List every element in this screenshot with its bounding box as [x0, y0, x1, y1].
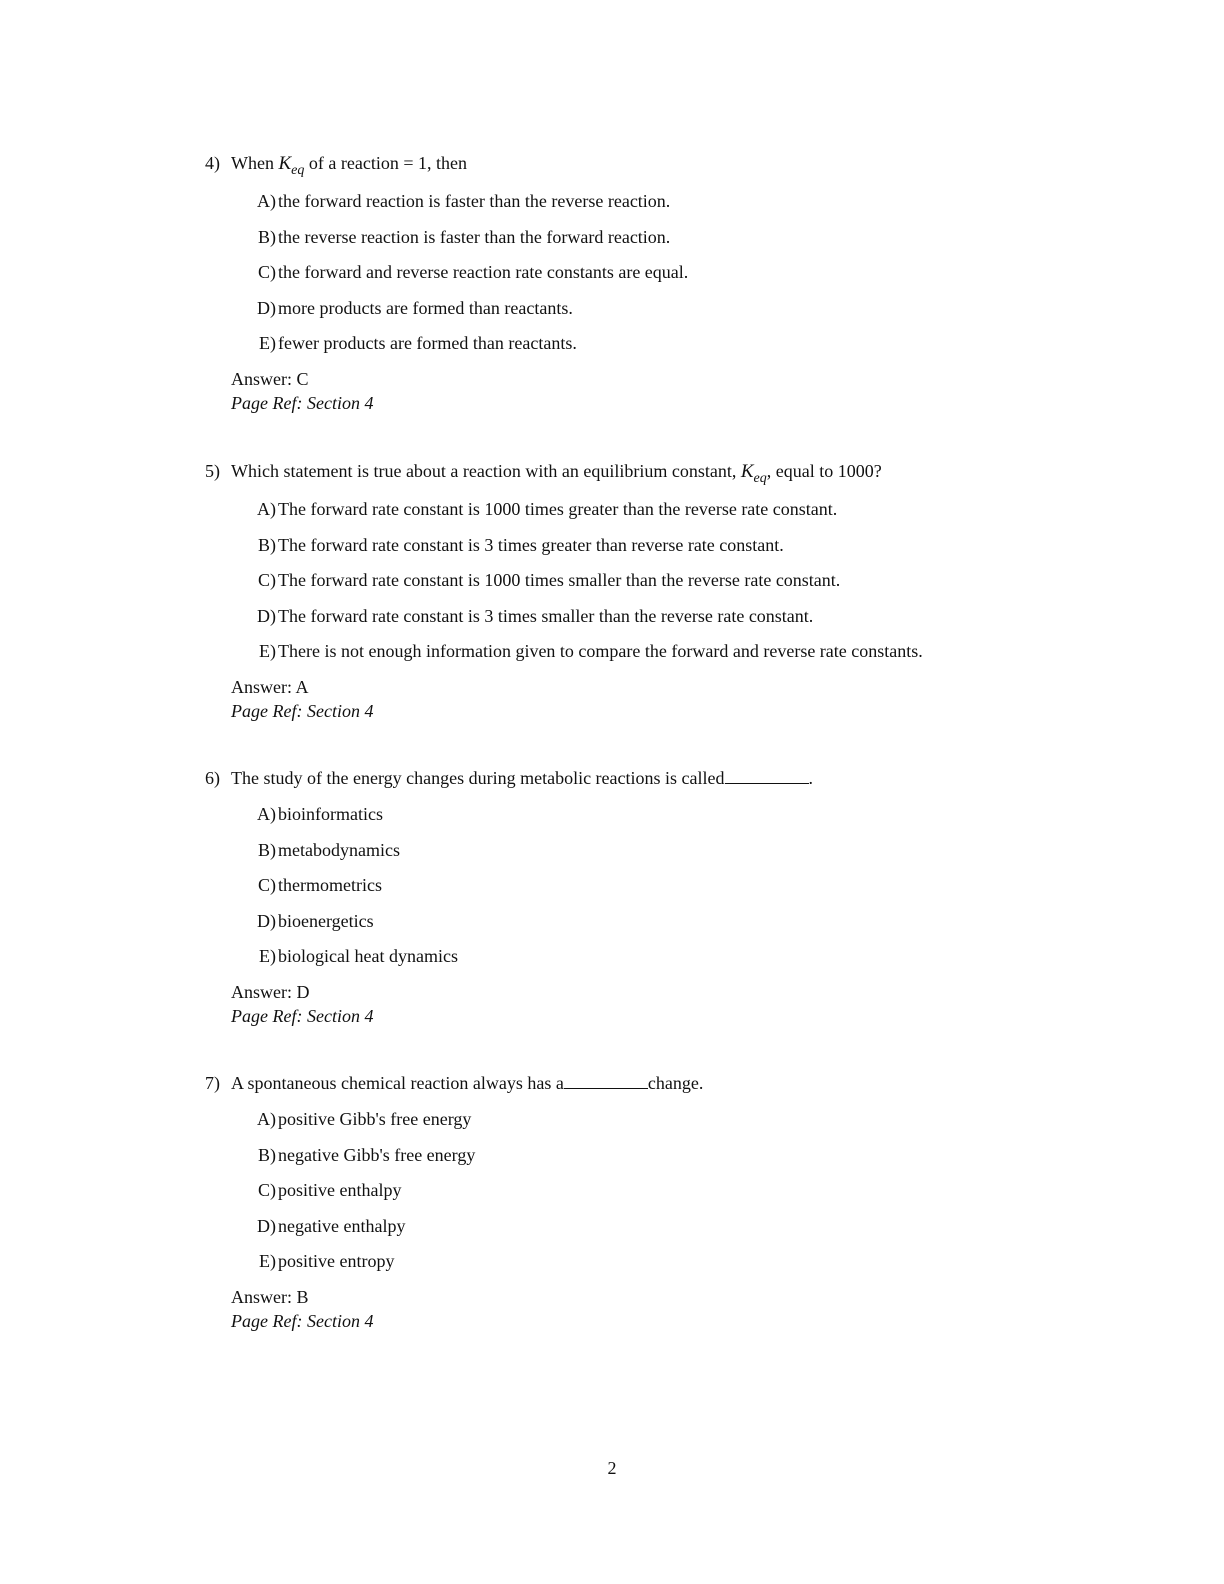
option-b	[205, 533, 1105, 557]
option-letter: C)	[258, 570, 276, 591]
stem-text-after: of a reaction = 1, then	[304, 153, 467, 173]
question-text	[231, 766, 813, 790]
option-letter: C)	[258, 262, 276, 283]
option-letter: B)	[258, 534, 276, 555]
option-text: negative enthalpy	[278, 1215, 406, 1236]
option-letter: D)	[257, 297, 276, 318]
question-5	[205, 459, 1105, 723]
option-text: thermometrics	[278, 875, 382, 896]
answer-line: Answer: B	[231, 1286, 309, 1307]
option-c	[205, 1178, 1105, 1202]
option-text: negative Gibb's free energy	[278, 1144, 476, 1165]
option-d	[205, 604, 1105, 628]
question-stem	[205, 459, 1105, 486]
stem-text-after: , equal to 1000?	[766, 461, 882, 481]
option-text: metabodynamics	[278, 839, 400, 860]
math-subscript: eq	[753, 471, 767, 486]
option-letter: B)	[258, 226, 276, 247]
option-letter: A)	[257, 191, 276, 211]
page-ref: Page Ref: Section 4	[231, 392, 374, 413]
option-letter: E)	[259, 1251, 276, 1272]
question-stem	[205, 1071, 1105, 1095]
option-letter: E)	[259, 946, 276, 967]
option-a	[205, 189, 1105, 213]
option-letter: A)	[257, 1109, 276, 1129]
question-4	[205, 151, 1105, 415]
option-list	[205, 189, 1105, 355]
answer-line: Answer: D	[231, 981, 310, 1002]
question-6	[205, 766, 1105, 1028]
option-letter: A)	[257, 804, 276, 824]
math-symbol: K	[278, 153, 292, 174]
answer-line: Answer: A	[231, 676, 309, 697]
answer-line: Answer: C	[231, 368, 309, 389]
option-letter: D)	[257, 1215, 276, 1236]
option-text: There is not enough information given to compare the forward and reverse rate constants.	[278, 641, 923, 662]
option-text: fewer products are formed than reactants.	[278, 333, 577, 354]
option-d	[205, 909, 1105, 933]
option-d	[205, 296, 1105, 320]
question-7	[205, 1071, 1105, 1333]
option-text: The forward rate constant is 1000 times smaller than the reverse rate constant.	[278, 570, 841, 591]
option-c	[205, 873, 1105, 897]
option-a	[205, 802, 1105, 826]
question-stem	[205, 766, 1105, 790]
option-list	[205, 802, 1105, 968]
option-c	[205, 260, 1105, 284]
question-number: 6)	[205, 768, 220, 788]
option-text: The forward rate constant is 1000 times greater than the reverse rate constant.	[278, 499, 838, 519]
option-text: more products are formed than reactants.	[278, 297, 573, 318]
option-text: bioinformatics	[278, 804, 383, 824]
math-symbol: K	[740, 461, 754, 482]
option-text: positive enthalpy	[278, 1180, 402, 1201]
question-stem	[205, 151, 1105, 178]
fill-in-blank	[564, 1072, 648, 1089]
option-list	[205, 1107, 1105, 1273]
option-letter: D)	[257, 605, 276, 626]
option-letter: E)	[259, 641, 276, 662]
stem-text-after: change.	[647, 1073, 704, 1093]
option-text: biological heat dynamics	[278, 946, 458, 967]
stem-text-before: When	[231, 153, 279, 173]
option-b	[205, 225, 1105, 249]
option-b	[205, 1143, 1105, 1167]
page-ref: Page Ref: Section 4	[231, 1310, 374, 1331]
option-e	[205, 639, 1105, 663]
option-b	[205, 838, 1105, 862]
question-number: 7)	[205, 1073, 220, 1093]
question-text	[231, 1071, 703, 1095]
option-text: positive entropy	[278, 1251, 395, 1272]
option-e	[205, 331, 1105, 355]
option-a	[205, 497, 1105, 521]
page-ref: Page Ref: Section 4	[231, 1005, 374, 1026]
stem-text-after: .	[808, 768, 814, 788]
question-number: 5)	[205, 461, 220, 481]
option-list	[205, 497, 1105, 663]
option-text: bioenergetics	[278, 910, 374, 931]
option-letter: B)	[258, 1144, 276, 1165]
question-text	[231, 151, 467, 178]
option-letter: B)	[258, 839, 276, 860]
option-letter: E)	[259, 333, 276, 354]
option-d	[205, 1214, 1105, 1238]
option-text: the reverse reaction is faster than the forward reaction.	[278, 226, 671, 247]
option-e	[205, 944, 1105, 968]
option-a	[205, 1107, 1105, 1131]
option-text: the forward and reverse reaction rate constants are equal.	[278, 262, 689, 283]
page-number: 2	[607, 1458, 617, 1478]
option-letter: D)	[257, 910, 276, 931]
option-text: the forward reaction is faster than the reverse reaction.	[278, 191, 671, 211]
option-letter: C)	[258, 1180, 276, 1201]
option-c	[205, 568, 1105, 592]
math-subscript: eq	[291, 163, 305, 178]
stem-text-before: Which statement is true about a reaction with an equilibrium constant,	[231, 461, 741, 481]
option-e	[205, 1249, 1105, 1273]
stem-text-before: A spontaneous chemical reaction always has a	[231, 1073, 564, 1093]
fill-in-blank	[725, 767, 809, 784]
option-text: The forward rate constant is 3 times smaller than the reverse rate constant.	[278, 605, 814, 626]
option-letter: C)	[258, 875, 276, 896]
stem-text-before: The study of the energy changes during metabolic reactions is called	[231, 768, 725, 788]
option-letter: A)	[257, 499, 276, 519]
question-number: 4)	[205, 153, 220, 173]
question-text	[231, 459, 882, 486]
page-ref: Page Ref: Section 4	[231, 700, 374, 721]
option-text: The forward rate constant is 3 times greater than reverse rate constant.	[278, 534, 784, 555]
option-text: positive Gibb's free energy	[278, 1109, 472, 1129]
